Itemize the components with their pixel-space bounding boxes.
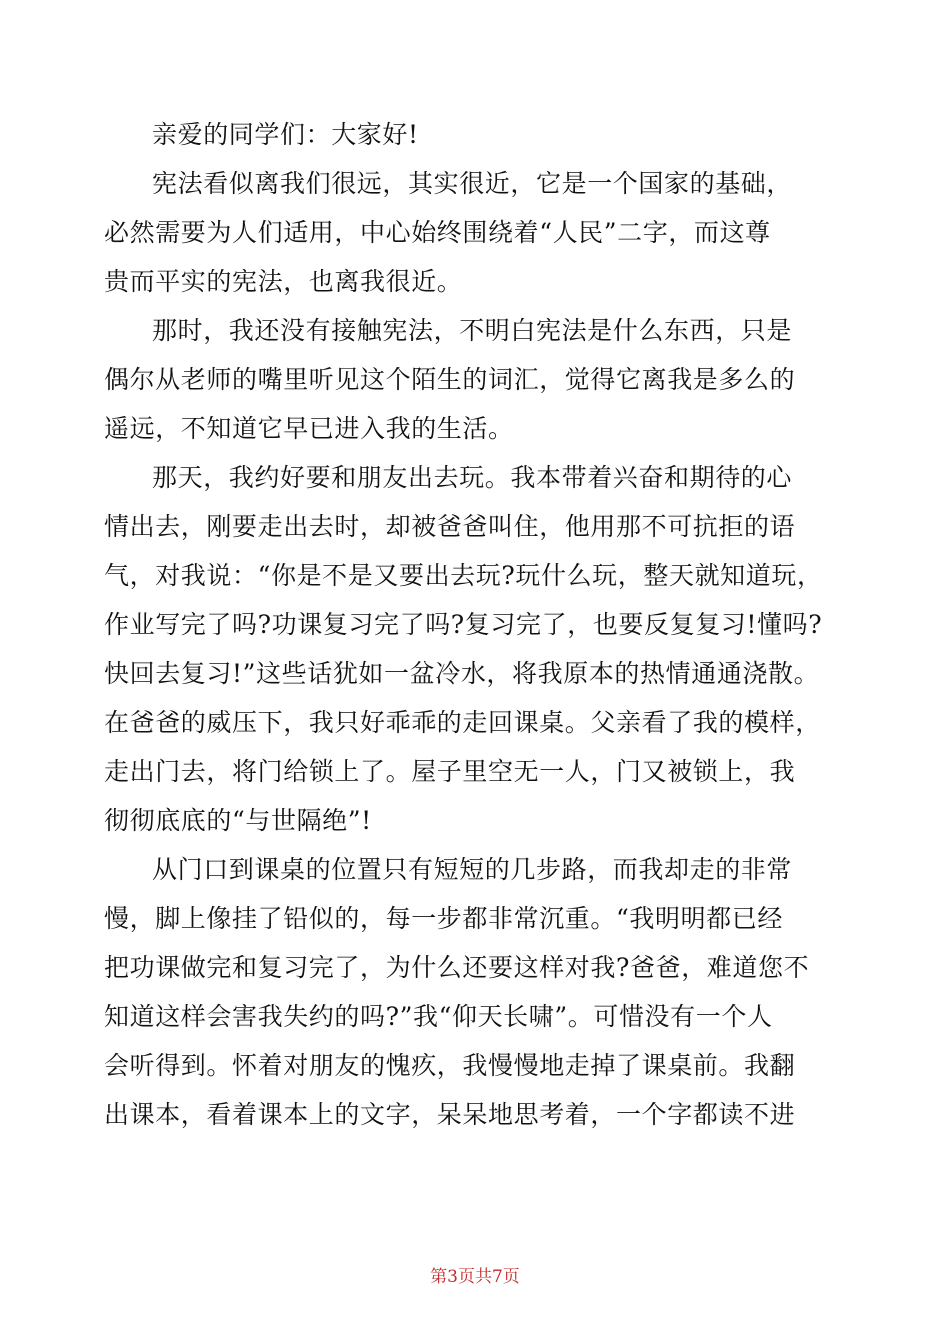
text-line: 会听得到。怀着对朋友的愧疚，我慢慢地走掉了课桌前。我翻 (104, 1051, 796, 1080)
text-line: 出课本，看着课本上的文字，呆呆地思考着，一个字都读不进 (104, 1100, 796, 1129)
text-line: 必然需要为人们适用，中心始终围绕着“人民”二字，而这尊 (104, 218, 771, 247)
text-line: 知道这样会害我失约的吗?”我“仰天长啸”。可惜没有一个人 (104, 1002, 773, 1031)
text-line: 亲爱的同学们：大家好! (152, 120, 419, 149)
text-line: 宪法看似离我们很远，其实很近，它是一个国家的基础， (152, 169, 793, 198)
page-number-footer: 第3页共7页 (430, 1267, 520, 1287)
text-line: 遥远，不知道它早已进入我的生活。 (104, 414, 514, 443)
text-line: 把功课做完和复习完了，为什么还要这样对我?爸爸，难道您不 (104, 953, 810, 982)
text-line: 那天，我约好要和朋友出去玩。我本带着兴奋和期待的心 (152, 463, 793, 492)
text-line: 快回去复习!”这些话犹如一盆冷水，将我原本的热情通通浇散。 (104, 659, 820, 688)
text-line: 慢，脚上像挂了铅似的，每一步都非常沉重。“我明明都已经 (104, 904, 783, 933)
text-line: 走出门去，将门给锁上了。屋子里空无一人，门又被锁上，我 (104, 757, 796, 786)
text-line: 气，对我说：“你是不是又要出去玩?玩什么玩，整天就知道玩， (104, 561, 823, 590)
text-line: 从门口到课桌的位置只有短短的几步路，而我却走的非常 (152, 855, 793, 884)
text-line: 在爸爸的威压下，我只好乖乖的走回课桌。父亲看了我的模样， (104, 708, 821, 737)
text-line: 情出去，刚要走出去时，却被爸爸叫住，他用那不可抗拒的语 (104, 512, 796, 541)
text-line: 那时，我还没有接触宪法，不明白宪法是什么东西，只是 (152, 316, 793, 345)
text-line: 彻彻底底的“与世隔绝”! (104, 806, 372, 835)
text-line: 贵而平实的宪法，也离我很近。 (104, 267, 463, 296)
text-line: 作业写完了吗?功课复习完了吗?复习完了，也要反复复习!懂吗? (104, 610, 823, 639)
text-line: 偶尔从老师的嘴里听见这个陌生的词汇，觉得它离我是多么的 (104, 365, 796, 394)
document-body (104, 110, 844, 1139)
